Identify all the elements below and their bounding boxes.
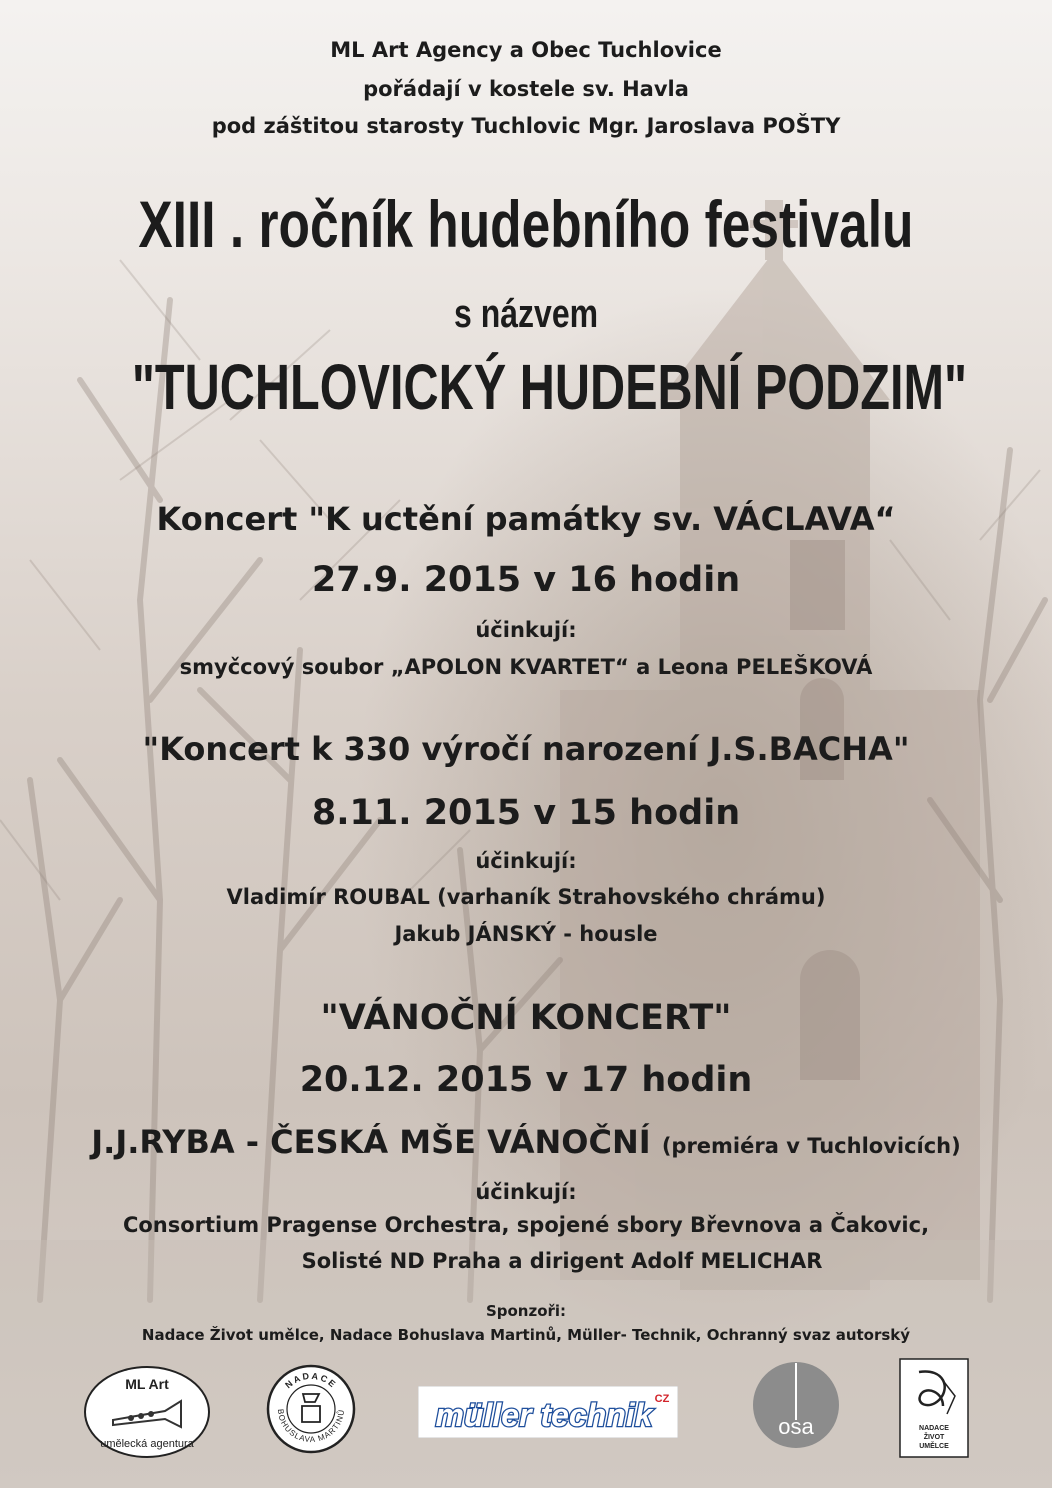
concert-1-date: 27.9. 2015 v 16 hodin [311, 560, 741, 600]
concert-1-performers: smyčcový soubor „APOLON KVARTET“ a Leona PELEŠKOVÁ [179, 655, 873, 679]
concert-3-performers-label: účinkují: [475, 1180, 577, 1204]
festival-title-wrap [0, 186, 1052, 262]
sponsors-list: Nadace Život umělce, Nadace Bohuslava Martinů, Müller- Technik, Ochranný svaz autorský [141, 1326, 911, 1344]
concert-2-performer-2: Jakub JÁNSKÝ - housle [394, 922, 658, 946]
martinu-logo-bottom-text: BOHUSLAVA MARTINŮ [275, 1408, 347, 1445]
concert-2-performers-label: účinkují: [475, 849, 577, 873]
concert-2-performer-1: Vladimír ROUBAL (varhaník Strahovského chrámu) [226, 885, 826, 909]
martinu-foundation-logo [266, 1364, 356, 1454]
concert-1-title: Koncert "K uctění památky sv. VÁCLAVA“ [156, 500, 896, 538]
concert-3-date: 20.12. 2015 v 17 hodin [299, 1060, 753, 1100]
concert-3-performer-1: Consortium Pragense Orchestra, spojené sbory Břevnova a Čakovic, [122, 1213, 930, 1237]
organizers-line: ML Art Agency a Obec Tuchlovice [330, 38, 722, 62]
ml-art-logo [83, 1365, 211, 1459]
muller-technik-logo-text: müller technik [435, 1397, 653, 1433]
concert-3-work-line [0, 1123, 1052, 1161]
concert-3-work: J.J.RYBA - ČESKÁ MŠE VÁNOČNÍ [91, 1123, 651, 1161]
sponsors-label: Sponzoři: [485, 1302, 567, 1320]
venue-line: pořádají v kostele sv. Havla [363, 77, 689, 101]
concert-2-date: 8.11. 2015 v 15 hodin [311, 793, 741, 833]
concert-3-work-note: (premiéra v Tuchlovicích) [661, 1134, 961, 1158]
festival-name: "TUCHLOVICKÝ HUDEBNÍ PODZIM" [131, 351, 968, 423]
concert-2-title: "Koncert k 330 výročí narození J.S.BACHA" [142, 730, 910, 768]
nzu-logo-line2: ŽIVOT [923, 1434, 945, 1441]
osa-logo-text: osa [778, 1414, 814, 1439]
patronage-line: pod záštitou starosty Tuchlovic Mgr. Jaroslava POŠTY [211, 114, 841, 138]
nadace-zivot-umelce-logo [899, 1358, 969, 1458]
osa-logo [751, 1360, 841, 1450]
concert-3-performer-2: Solisté ND Praha a dirigent Adolf MELICHAR [301, 1249, 823, 1273]
nzu-logo-line3: UMĚLCE [919, 1443, 949, 1450]
festival-subtitle: s názvem [453, 292, 599, 336]
nzu-logo-line1: NADACE [919, 1425, 949, 1432]
concert-3-title: "VÁNOČNÍ KONCERT" [320, 998, 732, 1038]
muller-technik-logo-cz: CZ [654, 1393, 670, 1405]
ml-art-logo-title: ML Art [125, 1376, 169, 1392]
ml-art-logo-subtitle: umělecká agentura [100, 1438, 194, 1450]
festival-subtitle-wrap [0, 292, 1052, 337]
festival-title: XIII . ročník hudebního festivalu [138, 187, 914, 261]
festival-name-wrap [0, 350, 1052, 424]
muller-technik-logo [418, 1386, 678, 1438]
martinu-logo-top-text: NADACE [283, 1370, 339, 1391]
concert-1-performers-label: účinkují: [475, 618, 577, 642]
